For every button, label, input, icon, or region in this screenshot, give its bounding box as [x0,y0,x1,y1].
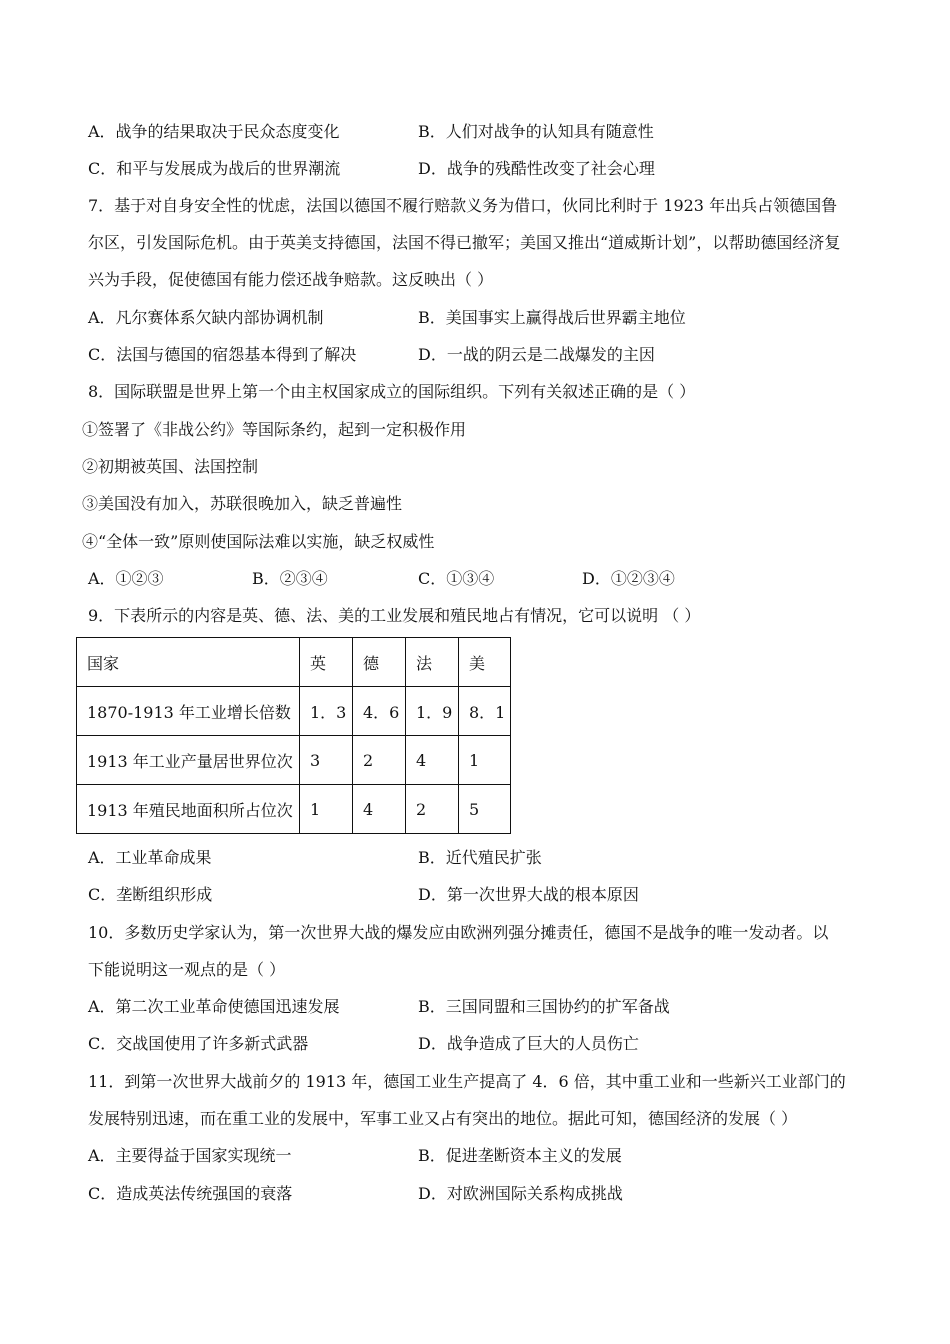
q7-option-a[interactable]: A．凡尔赛体系欠缺内部协调机制 [88,308,324,327]
q7-stem-line-3: 兴为手段，促使德国有能力偿还战争赔款。这反映出（ ） [88,270,494,289]
table-cell: 1913 年工业产量居世界位次 [77,736,300,785]
q7-stem-line-2: 尔区，引发国际危机。由于英美支持德国，法国不得已撤军；美国又推出“道威斯计划”，以帮助德国经济复 [88,233,841,252]
q6-option-a[interactable]: A．战争的结果取决于民众态度变化 [88,122,340,141]
q7-option-c[interactable]: C．法国与德国的宿怨基本得到了解决 [88,345,357,364]
table-cell: 5 [459,785,511,834]
q11-option-a[interactable]: A．主要得益于国家实现统一 [88,1146,292,1165]
q8-item-1: ①签署了《非战公约》等国际条约，起到一定积极作用 [82,420,467,439]
table-cell: 3 [300,736,353,785]
table-header-row [77,638,511,687]
table-header-cell: 国家 [77,638,300,687]
q7-option-d[interactable]: D．一战的阴云是二战爆发的主因 [418,345,655,364]
table-row [77,687,511,736]
table-cell: 1．9 [406,687,459,736]
q10-option-c[interactable]: C．交战国使用了许多新式武器 [88,1034,309,1053]
table-cell: 1913 年殖民地面积所占位次 [77,785,300,834]
table-header-cell: 法 [406,638,459,687]
q9-stem: 9．下表所示的内容是英、德、法、美的工业发展和殖民地占有情况，它可以说明 （ ） [88,606,701,625]
table-cell: 1 [300,785,353,834]
q11-option-b[interactable]: B．促进垄断资本主义的发展 [418,1146,622,1165]
q10-stem-line-2: 下能说明这一观点的是（ ） [88,960,286,979]
q8-item-3: ③美国没有加入，苏联很晚加入，缺乏普遍性 [82,494,403,513]
q9-option-c[interactable]: C．垄断组织形成 [88,885,213,904]
q8-option-b[interactable]: B．②③④ [252,569,328,588]
q11-option-d[interactable]: D．对欧洲国际关系构成挑战 [418,1184,623,1203]
table-cell: 1．3 [300,687,353,736]
table-cell: 4 [353,785,406,834]
q9-option-a[interactable]: A．工业革命成果 [88,848,212,867]
q6-option-b[interactable]: B．人们对战争的认知具有随意性 [418,122,654,141]
table-cell: 2 [406,785,459,834]
q8-option-d[interactable]: D．①②③④ [582,569,675,588]
q10-option-d[interactable]: D．战争造成了巨大的人员伤亡 [418,1034,639,1053]
q9-option-d[interactable]: D．第一次世界大战的根本原因 [418,885,639,904]
q6-option-c[interactable]: C．和平与发展成为战后的世界潮流 [88,159,341,178]
q7-stem-line-1: 7．基于对自身安全性的忧虑，法国以德国不履行赔款义务为借口，伙同比利时于 1923 年出兵占领德国鲁 [88,196,838,215]
q8-option-c[interactable]: C．①③④ [418,569,495,588]
q9-industry-colony-table [76,637,511,834]
table-header-cell: 德 [353,638,406,687]
q9-option-b[interactable]: B．近代殖民扩张 [418,848,542,867]
q10-stem-line-1: 10．多数历史学家认为，第一次世界大战的爆发应由欧洲列强分摊责任，德国不是战争的唯一发动者。以 [88,923,829,942]
table-header-cell: 美 [459,638,511,687]
table-cell: 4．6 [353,687,406,736]
q11-option-c[interactable]: C．造成英法传统强国的衰落 [88,1184,293,1203]
table-cell: 1 [459,736,511,785]
q8-item-4: ④“全体一致”原则使国际法难以实施，缺乏权威性 [82,532,435,551]
q8-item-2: ②初期被英国、法国控制 [82,457,259,476]
table-cell: 1870-1913 年工业增长倍数 [77,687,300,736]
q8-option-a[interactable]: A．①②③ [88,569,164,588]
q7-option-b[interactable]: B．美国事实上赢得战后世界霸主地位 [418,308,686,327]
table-row [77,785,511,834]
table-header-cell: 英 [300,638,353,687]
table-cell: 8．1 [459,687,511,736]
q6-option-d[interactable]: D．战争的残酷性改变了社会心理 [418,159,655,178]
q11-stem-line-1: 11．到第一次世界大战前夕的 1913 年，德国工业生产提高了 4．6 倍，其中重工业和一些新兴工业部门的 [88,1072,846,1091]
table-cell: 2 [353,736,406,785]
q8-stem: 8．国际联盟是世界上第一个由主权国家成立的国际组织。下列有关叙述正确的是（ ） [88,382,696,401]
q11-stem-line-2: 发展特别迅速，而在重工业的发展中，军事工业又占有突出的地位。据此可知，德国经济的发展（ ） [88,1109,798,1128]
q10-option-b[interactable]: B．三国同盟和三国协约的扩军备战 [418,997,670,1016]
table-row [77,736,511,785]
q10-option-a[interactable]: A．第二次工业革命使德国迅速发展 [88,997,340,1016]
table-cell: 4 [406,736,459,785]
